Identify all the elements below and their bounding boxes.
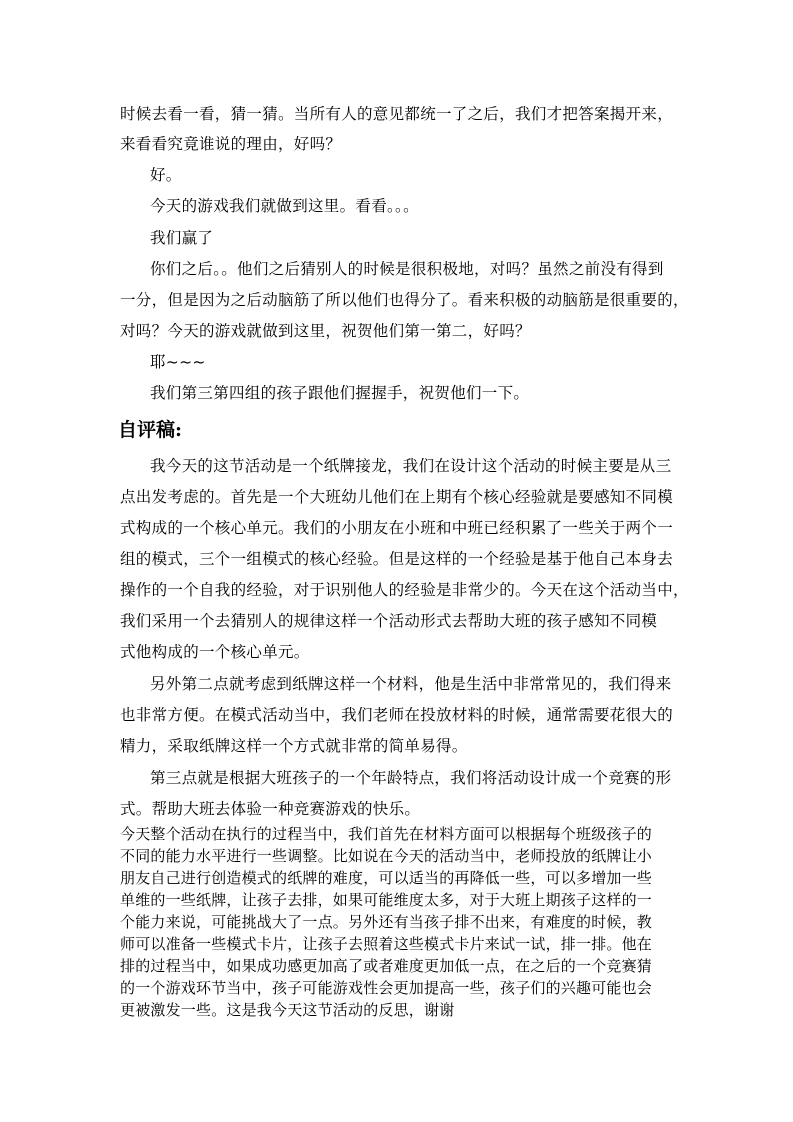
review-p3-line: 第三点就是根据大班孩子的一个年龄特点，我们将活动设计成一个竞赛的形 bbox=[150, 769, 672, 787]
review-p1-line: 组的模式，三个一组模式的核心经验。但是这样的一个经验是基于他自己本身去 bbox=[120, 550, 674, 568]
review-p4-line: 的一个游戏环节当中，孩子可能游戏性会更加提高一些，孩子们的兴趣可能也会 bbox=[120, 979, 653, 997]
review-p4-line: 朋友自己进行创造模式的纸牌的难度，可以适当的再降低一些，可以多增加一些 bbox=[120, 869, 653, 887]
review-p3-line: 式。帮助大班去体验一种竞赛游戏的快乐。 bbox=[120, 800, 421, 818]
review-p1-line: 式构成的一个核心单元。我们的小朋友在小班和中班已经积累了一些关于两个一 bbox=[120, 519, 674, 537]
review-p2-line: 精力，采取纸牌这样一个方式就非常的简单易得。 bbox=[120, 737, 468, 755]
review-p2-line: 也非常方便。在模式活动当中，我们老师在投放材料的时候，通常需要花很大的 bbox=[120, 706, 674, 724]
review-p4-line: 个能力来说，可能挑战大了一点。另外还有当孩子排不出来，有难度的时候，教 bbox=[120, 913, 653, 931]
dialogue-line-9: 耶~~~ bbox=[150, 353, 206, 371]
dialogue-line-7: 一分，但是因为之后动脑筋了所以他们也得分了。看来积极的动脑筋是很重要的， bbox=[120, 291, 689, 309]
review-p2-line: 另外第二点就考虑到纸牌这样一个材料，他是生活中非常常见的，我们得来 bbox=[150, 675, 672, 693]
review-p4-line: 师可以准备一些模式卡片，让孩子去照着这些模式卡片来试一试，排一排。他在 bbox=[120, 935, 653, 953]
dialogue-line-10: 我们第三第四组的孩子跟他们握握手，祝贺他们一下。 bbox=[150, 384, 530, 402]
review-p4-line: 今天整个活动在执行的过程当中，我们首先在材料方面可以根据每个班级孩子的 bbox=[120, 825, 653, 843]
dialogue-line-4: 今天的游戏我们就做到这里。看看。。。 bbox=[150, 197, 419, 215]
review-p1-line: 式他构成的一个核心单元。 bbox=[120, 643, 310, 661]
review-p4-line: 更被激发一些。这是我今天这节活动的反思，谢谢 bbox=[120, 1001, 455, 1019]
review-p4-line: 单维的一些纸牌，让孩子去排，如果可能维度太多，对于大班上期孩子这样的一 bbox=[120, 891, 653, 909]
review-p1-line: 我今天的这节活动是一个纸牌接龙，我们在设计这个活动的时候主要是从三 bbox=[150, 457, 672, 475]
dialogue-line-1: 时候去看一看，猜一猜。当所有人的意见都统一了之后，我们才把答案揭开来， bbox=[120, 105, 674, 123]
dialogue-line-2: 来看看究竟谁说的理由，好吗？ bbox=[120, 135, 342, 153]
dialogue-line-6: 你们之后。。他们之后猜别人的时候是很积极地，对吗？虽然之前没有得到 bbox=[150, 260, 664, 278]
dialogue-line-3: 好。 bbox=[150, 166, 182, 184]
dialogue-line-8: 对吗？今天的游戏就做到这里，祝贺他们第一第二，好吗？ bbox=[120, 322, 531, 340]
review-p1-line: 点出发考虑的。首先是一个大班幼儿他们在上期有个核心经验就是要感知不同模 bbox=[120, 488, 674, 506]
review-p4-line: 排的过程当中，如果成功感更加高了或者难度更加低一点，在之后的一个竞赛猜 bbox=[120, 957, 653, 975]
review-p1-line: 我们采用一个去猜别人的规律这样一个活动形式去帮助大班的孩子感知不同模 bbox=[120, 612, 658, 630]
section-heading: 自评稿: bbox=[118, 419, 183, 441]
dialogue-line-5: 我们赢了 bbox=[150, 229, 214, 247]
review-p4-line: 不同的能力水平进行一些调整。比如说在今天的活动当中，老师投放的纸牌让小 bbox=[120, 847, 653, 865]
review-p1-line: 操作的一个自我的经验，对于识别他人的经验是非常少的。今天在这个活动当中， bbox=[120, 581, 689, 599]
